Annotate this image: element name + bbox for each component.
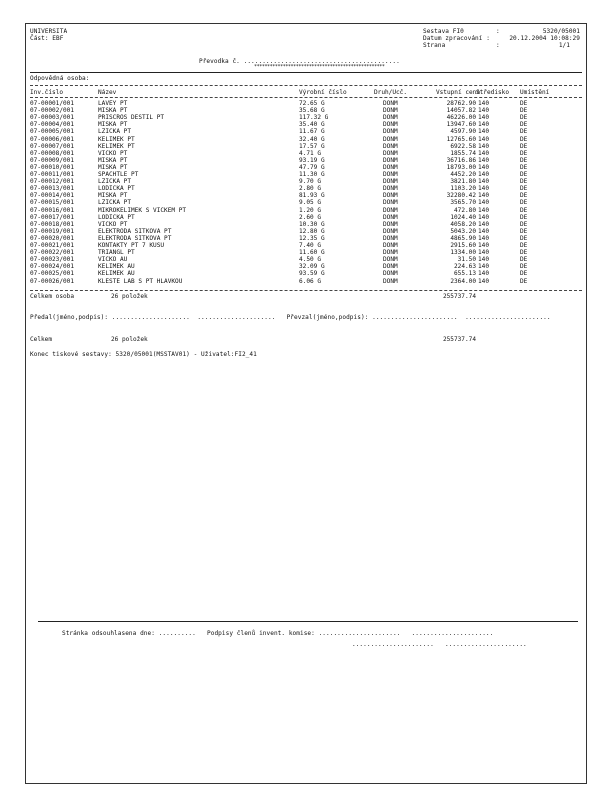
row-serial: 11.30 G bbox=[299, 171, 325, 178]
row-name: MISKA PT bbox=[98, 121, 128, 129]
row-location: DE bbox=[520, 121, 528, 129]
row-name: MIKROKELIMEK S VICKEM PT bbox=[98, 206, 187, 214]
table-top-rule bbox=[30, 85, 582, 86]
table-row bbox=[26, 107, 586, 114]
row-inv: 07-00001/001 bbox=[30, 100, 75, 107]
total-label: Celkem bbox=[30, 336, 53, 343]
row-serial: 47.79 G bbox=[299, 163, 325, 171]
row-serial: 12.35 G bbox=[299, 234, 325, 242]
row-serial: 9.70 G bbox=[299, 178, 322, 186]
row-serial: 6.06 G bbox=[299, 277, 322, 285]
row-serial: 11.60 G bbox=[299, 249, 325, 257]
row-location: DE bbox=[520, 256, 528, 264]
row-kind: DONM bbox=[383, 121, 398, 129]
row-serial: 11.67 G bbox=[299, 128, 325, 136]
total-count: 26 položek bbox=[111, 336, 148, 343]
row-center: 140 bbox=[478, 149, 490, 157]
row-location: DE bbox=[520, 142, 528, 150]
row-inv: 07-00024/001 bbox=[30, 263, 75, 271]
table-row bbox=[26, 249, 586, 256]
row-location: DE bbox=[520, 135, 528, 143]
report-value: 5320/05001 bbox=[542, 28, 580, 35]
transfer-stars: ************************************************** bbox=[254, 64, 385, 70]
row-price: 18793.00 bbox=[446, 163, 476, 171]
row-name: ELEKTRODA SITKOVA PT bbox=[98, 234, 172, 242]
row-location: DE bbox=[520, 270, 528, 278]
row-name: MISKA PT bbox=[98, 107, 128, 115]
row-serial: 4.71 G bbox=[299, 149, 322, 157]
row-serial: 72.65 G bbox=[299, 100, 325, 107]
row-inv: 07-00025/001 bbox=[30, 270, 75, 278]
row-name: LAVEY PT bbox=[98, 100, 128, 107]
row-name: KONTAKTY PT 7 KUSU bbox=[98, 242, 165, 249]
row-inv: 07-00007/001 bbox=[30, 142, 75, 150]
row-center: 140 bbox=[478, 234, 490, 242]
row-center: 140 bbox=[478, 220, 490, 228]
total-value: 255737.74 bbox=[442, 336, 476, 343]
row-price: 4597.90 bbox=[450, 128, 476, 136]
table-row bbox=[26, 136, 586, 143]
row-name: VICKO PT bbox=[98, 220, 128, 228]
row-name: KELIMEK PT bbox=[98, 135, 135, 143]
row-inv: 07-00026/001 bbox=[30, 277, 75, 285]
row-kind: DONM bbox=[383, 107, 398, 115]
row-price: 1103.20 bbox=[450, 185, 476, 193]
table-row bbox=[26, 235, 586, 242]
col-kind: Druh/Ucč. bbox=[374, 89, 408, 96]
row-serial: 7.40 G bbox=[299, 242, 322, 249]
row-inv: 07-00021/001 bbox=[30, 242, 75, 249]
page-label: Strana bbox=[423, 42, 446, 49]
row-inv: 07-00023/001 bbox=[30, 256, 75, 264]
col-name: Název bbox=[98, 89, 117, 96]
table-row bbox=[26, 178, 586, 185]
row-inv: 07-00006/001 bbox=[30, 135, 75, 143]
row-name: LODICKA PT bbox=[98, 185, 135, 193]
row-price: 4865.90 bbox=[450, 234, 476, 242]
col-center: Středisko bbox=[476, 89, 510, 96]
row-price: 4452.20 bbox=[450, 171, 476, 178]
row-center: 140 bbox=[478, 128, 490, 136]
row-kind: DONM bbox=[383, 220, 398, 228]
row-name: PRISCROS DESTIL PT bbox=[98, 114, 165, 122]
row-name: LODICKA PT bbox=[98, 213, 135, 221]
row-serial: 17.57 G bbox=[299, 142, 325, 150]
col-serial: Výrobní číslo bbox=[299, 89, 347, 96]
table-row bbox=[26, 171, 586, 178]
row-kind: DONM bbox=[383, 142, 398, 150]
row-price: 4058.20 bbox=[450, 220, 476, 228]
row-location: DE bbox=[520, 114, 528, 122]
row-center: 140 bbox=[478, 277, 490, 285]
row-serial: 35.40 G bbox=[299, 121, 325, 129]
row-location: DE bbox=[520, 149, 528, 157]
row-price: 28762.90 bbox=[446, 100, 476, 107]
row-price: 224.63 bbox=[453, 263, 476, 271]
col-price: Vstupní cena bbox=[435, 89, 480, 96]
row-serial: 1.20 G bbox=[299, 206, 322, 214]
report-label: Sestava FI0 bbox=[423, 28, 464, 35]
row-inv: 07-00002/001 bbox=[30, 107, 75, 115]
org-part: Část: EBF bbox=[30, 35, 64, 42]
row-price: 3821.80 bbox=[450, 178, 476, 186]
row-location: DE bbox=[520, 178, 528, 186]
row-location: DE bbox=[520, 242, 528, 249]
row-kind: DONM bbox=[383, 114, 398, 122]
row-price: 12765.60 bbox=[446, 135, 476, 143]
row-price: 655.13 bbox=[453, 270, 476, 278]
row-location: DE bbox=[520, 100, 528, 107]
row-kind: DONM bbox=[383, 128, 398, 136]
row-kind: DONM bbox=[383, 234, 398, 242]
row-center: 140 bbox=[478, 199, 490, 207]
table-row bbox=[26, 100, 586, 107]
row-kind: DONM bbox=[383, 185, 398, 193]
row-kind: DONM bbox=[383, 277, 398, 285]
row-inv: 07-00003/001 bbox=[30, 114, 75, 122]
table-row bbox=[26, 221, 586, 228]
row-kind: DONM bbox=[383, 213, 398, 221]
transfer-number: Převodka č. .......................................... bbox=[199, 58, 400, 65]
row-location: DE bbox=[520, 234, 528, 242]
row-inv: 07-00009/001 bbox=[30, 156, 75, 164]
row-price: 6922.58 bbox=[450, 142, 476, 150]
row-price: 1024.40 bbox=[450, 213, 476, 221]
page-value: 1/1 bbox=[558, 42, 570, 49]
subtotal-value: 255737.74 bbox=[442, 293, 476, 300]
row-price: 32280.42 bbox=[446, 192, 476, 200]
row-price: 472.80 bbox=[453, 206, 476, 214]
table-row bbox=[26, 192, 586, 199]
row-name: TRIANGL PT bbox=[98, 249, 135, 257]
responsible-label: Odpovědná osoba: bbox=[30, 75, 90, 82]
row-center: 140 bbox=[478, 107, 490, 115]
table-header bbox=[26, 89, 586, 96]
report-page bbox=[25, 23, 587, 784]
row-inv: 07-00013/001 bbox=[30, 185, 75, 193]
table-row bbox=[26, 185, 586, 192]
table-row bbox=[26, 150, 586, 157]
org-name: UNIVERSITA bbox=[30, 28, 68, 35]
table-row bbox=[26, 214, 586, 221]
row-name: MISKA PT bbox=[98, 192, 128, 200]
row-center: 140 bbox=[478, 135, 490, 143]
col-inv: Inv.číslo bbox=[30, 89, 64, 96]
row-price: 1334.00 bbox=[450, 249, 476, 257]
row-price: 31.50 bbox=[457, 256, 476, 264]
table-row bbox=[26, 278, 586, 285]
row-inv: 07-00011/001 bbox=[30, 171, 75, 178]
row-center: 140 bbox=[478, 213, 490, 221]
row-serial: 81.93 G bbox=[299, 192, 325, 200]
row-center: 140 bbox=[478, 100, 490, 107]
row-kind: DONM bbox=[383, 149, 398, 157]
row-inv: 07-00008/001 bbox=[30, 149, 75, 157]
row-name: LZICKA PT bbox=[98, 199, 132, 207]
row-location: DE bbox=[520, 263, 528, 271]
row-location: DE bbox=[520, 156, 528, 164]
row-location: DE bbox=[520, 206, 528, 214]
row-serial: 4.50 G bbox=[299, 256, 322, 264]
row-center: 140 bbox=[478, 185, 490, 193]
row-inv: 07-00004/001 bbox=[30, 121, 75, 129]
row-serial: 12.80 G bbox=[299, 227, 325, 235]
row-serial: 117.32 G bbox=[299, 114, 329, 122]
row-kind: DONM bbox=[383, 249, 398, 257]
row-kind: DONM bbox=[383, 199, 398, 207]
row-kind: DONM bbox=[383, 163, 398, 171]
table-row bbox=[26, 242, 586, 249]
row-serial: 35.68 G bbox=[299, 107, 325, 115]
row-inv: 07-00012/001 bbox=[30, 178, 75, 186]
row-inv: 07-00010/001 bbox=[30, 163, 75, 171]
row-serial: 2.80 G bbox=[299, 185, 322, 193]
row-name: SPACHTLE PT bbox=[98, 171, 139, 178]
row-center: 140 bbox=[478, 114, 490, 122]
table-row bbox=[26, 263, 586, 270]
row-serial: 2.60 G bbox=[299, 213, 322, 221]
row-price: 13947.60 bbox=[446, 121, 476, 129]
row-kind: DONM bbox=[383, 171, 398, 178]
row-name: KLESTE LAB S PT HLAVKOU bbox=[98, 277, 183, 285]
row-price: 5043.20 bbox=[450, 227, 476, 235]
row-center: 140 bbox=[478, 263, 490, 271]
row-serial: 93.19 G bbox=[299, 156, 325, 164]
row-price: 36716.86 bbox=[446, 156, 476, 164]
subtotal-label: Celkem osoba bbox=[30, 293, 75, 300]
table-row bbox=[26, 121, 586, 128]
row-location: DE bbox=[520, 220, 528, 228]
row-center: 140 bbox=[478, 227, 490, 235]
row-kind: DONM bbox=[383, 100, 398, 107]
row-location: DE bbox=[520, 277, 528, 285]
row-name: ELEKTRODA SITKOVA PT bbox=[98, 227, 172, 235]
row-inv: 07-00020/001 bbox=[30, 234, 75, 242]
row-name: KELIMEK AU bbox=[98, 270, 135, 278]
row-name: VICKO AU bbox=[98, 256, 128, 264]
row-kind: DONM bbox=[383, 263, 398, 271]
row-serial: 10.30 G bbox=[299, 220, 325, 228]
row-serial: 32.40 G bbox=[299, 135, 325, 143]
row-center: 140 bbox=[478, 270, 490, 278]
row-price: 46226.00 bbox=[446, 114, 476, 122]
row-name: KELIMEK AU bbox=[98, 263, 135, 271]
row-location: DE bbox=[520, 192, 528, 200]
row-inv: 07-00018/001 bbox=[30, 220, 75, 228]
table-row bbox=[26, 228, 586, 235]
row-price: 2364.00 bbox=[450, 277, 476, 285]
row-price: 1855.74 bbox=[450, 149, 476, 157]
table-bottom-rule bbox=[30, 290, 582, 291]
row-center: 140 bbox=[478, 249, 490, 257]
row-center: 140 bbox=[478, 171, 490, 178]
row-serial: 32.09 G bbox=[299, 263, 325, 271]
table-header-rule bbox=[30, 97, 582, 98]
footer-signatures: ...................... ...................... bbox=[352, 641, 527, 648]
header-divider bbox=[30, 72, 582, 73]
table-row bbox=[26, 199, 586, 206]
row-location: DE bbox=[520, 227, 528, 235]
row-center: 140 bbox=[478, 256, 490, 264]
row-kind: DONM bbox=[383, 242, 398, 249]
subtotal-row bbox=[26, 293, 586, 300]
table-row bbox=[26, 114, 586, 121]
row-inv: 07-00019/001 bbox=[30, 227, 75, 235]
row-name: MISKA PT bbox=[98, 156, 128, 164]
table-row bbox=[26, 143, 586, 150]
row-price: 14057.82 bbox=[446, 107, 476, 115]
date-value: 20.12.2004 10:08:29 bbox=[509, 35, 580, 42]
row-serial: 9.05 G bbox=[299, 199, 322, 207]
table-row bbox=[26, 164, 586, 171]
row-price: 3565.70 bbox=[450, 199, 476, 207]
page-colon: : bbox=[496, 42, 500, 49]
row-location: DE bbox=[520, 107, 528, 115]
table-row bbox=[26, 157, 586, 164]
row-location: DE bbox=[520, 185, 528, 193]
row-name: MISKA PT bbox=[98, 163, 128, 171]
row-location: DE bbox=[520, 163, 528, 171]
subtotal-count: 26 položek bbox=[111, 293, 148, 300]
row-location: DE bbox=[520, 128, 528, 136]
row-center: 140 bbox=[478, 142, 490, 150]
row-name: LZICKA PT bbox=[98, 178, 132, 186]
report-colon: : bbox=[496, 28, 500, 35]
row-inv: 07-00005/001 bbox=[30, 128, 75, 136]
row-center: 140 bbox=[478, 206, 490, 214]
table-row bbox=[26, 207, 586, 214]
footer-approval: Stránka odsouhlasena dne: .......... Podpisy členů invent. komise: ...................... ...................... bbox=[62, 630, 494, 637]
row-kind: DONM bbox=[383, 206, 398, 214]
col-location: Umístění bbox=[520, 89, 550, 96]
total-row bbox=[26, 336, 586, 343]
row-kind: DONM bbox=[383, 192, 398, 200]
row-center: 140 bbox=[478, 163, 490, 171]
row-kind: DONM bbox=[383, 178, 398, 186]
table-row bbox=[26, 128, 586, 135]
row-location: DE bbox=[520, 213, 528, 221]
row-serial: 93.59 G bbox=[299, 270, 325, 278]
row-location: DE bbox=[520, 249, 528, 257]
row-center: 140 bbox=[478, 156, 490, 164]
row-kind: DONM bbox=[383, 256, 398, 264]
row-inv: 07-00014/001 bbox=[30, 192, 75, 200]
handover-signatures: Předal(jméno,podpis): ..................... ..................... Převzal(jméno,podpis): ....................... ....................... bbox=[30, 314, 551, 321]
row-name: VICKO PT bbox=[98, 149, 128, 157]
row-inv: 07-00015/001 bbox=[30, 199, 75, 207]
row-name: KELIMEK PT bbox=[98, 142, 135, 150]
table-row bbox=[26, 256, 586, 263]
row-inv: 07-00017/001 bbox=[30, 213, 75, 221]
row-inv: 07-00016/001 bbox=[30, 206, 75, 214]
row-location: DE bbox=[520, 199, 528, 207]
row-name: LZICKA PT bbox=[98, 128, 132, 136]
row-center: 140 bbox=[478, 242, 490, 249]
row-kind: DONM bbox=[383, 156, 398, 164]
row-center: 140 bbox=[478, 192, 490, 200]
row-kind: DONM bbox=[383, 227, 398, 235]
row-inv: 07-00022/001 bbox=[30, 249, 75, 257]
footer-divider bbox=[38, 621, 578, 622]
end-note: Konec tiskové sestavy: 5320/05001(MSSTAV01) - Uživatel:FI2_41 bbox=[30, 351, 257, 358]
row-kind: DONM bbox=[383, 135, 398, 143]
row-price: 2915.60 bbox=[450, 242, 476, 249]
date-label: Datum zpracování : bbox=[423, 35, 490, 42]
row-center: 140 bbox=[478, 121, 490, 129]
row-center: 140 bbox=[478, 178, 490, 186]
row-location: DE bbox=[520, 171, 528, 178]
table-row bbox=[26, 270, 586, 277]
row-kind: DONM bbox=[383, 270, 398, 278]
